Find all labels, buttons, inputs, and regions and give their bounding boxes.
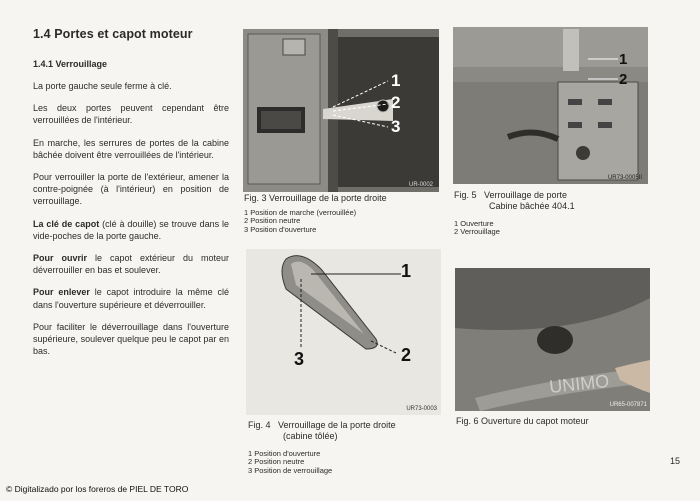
- figure-6-photo: [455, 268, 650, 411]
- callout-1: 1: [391, 71, 401, 90]
- figure-6-caption: Fig. 6 Ouverture du capot moteur: [456, 416, 589, 426]
- callout-1: 1: [401, 261, 412, 281]
- figure-3-legend: 1 Position de marche (verrouillée) 2 Position neutre 3 Position d'ouverture: [244, 208, 357, 234]
- figure-3-photo: [243, 29, 439, 192]
- credit-line: © Digitalizado por los foreros de PIEL DE TORO: [6, 484, 189, 494]
- figure-code: UR73-0005II: [607, 175, 642, 181]
- figure-3-caption: Fig. 3 Verrouillage de la porte droite: [244, 193, 387, 203]
- figure-4-caption: Fig. 4 Verrouillage de la porte droite (cabine tôlée): [248, 420, 396, 441]
- paragraph: Pour ouvrir le capot extérieur du moteur déverrouiller en bas et soulever.: [33, 253, 229, 276]
- callout-3: 3: [294, 349, 305, 369]
- figure-5-photo: [453, 27, 648, 184]
- figure-5-legend: 1 Ouverture 2 Verrouillage: [454, 219, 500, 237]
- callout-3: 3: [391, 117, 401, 136]
- figure-5-caption: Fig. 5 Verrouillage de porte Cabine bâchée 404.1: [454, 190, 575, 211]
- paragraph: En marche, les serrures de portes de la cabine bâchée doivent être verrouillées de l'intérieur.: [33, 137, 229, 160]
- svg-text:UNIMO: UNIMO: [548, 370, 611, 397]
- figure-4-photo: [246, 249, 441, 415]
- callout-2: 2: [619, 71, 628, 88]
- paragraph: La clé de capot (clé à douille) se trouve dans le vide-poches de la porte gauche.: [33, 218, 229, 241]
- figure-4-legend: 1 Position d'ouverture 2 Position neutre 3 Position de verrouillage: [248, 449, 333, 475]
- callout-2: 2: [391, 93, 401, 112]
- section-title: 1.4 Portes et capot moteur: [33, 27, 193, 41]
- figure-code: UR-0002: [408, 182, 433, 188]
- callout-1: 1: [619, 51, 628, 68]
- paragraph: Pour enlever le capot introduire la même clé dans l'ouverture supérieure et déverrouiller.: [33, 287, 229, 310]
- paragraph: Pour faciliter le déverrouillage dans l'ouverture supérieure, soulever quelque peu le capot par en bas.: [33, 321, 229, 357]
- section-subtitle: 1.4.1 Verrouillage: [33, 59, 108, 69]
- page-number: 15: [669, 456, 680, 466]
- figure-code: UR65-007871: [609, 402, 647, 408]
- body-text: [33, 80, 229, 367]
- callout-2: 2: [401, 345, 412, 365]
- paragraph: Pour verrouiller la porte de l'extérieur, amener la contre-poignée (à l'intérieur) en position de verrouillage.: [33, 172, 229, 207]
- paragraph: Les deux portes peuvent cependant être verrouillées de l'intérieur.: [33, 103, 229, 126]
- figure-code: UR73-0003: [406, 406, 437, 412]
- paragraph: La porte gauche seule ferme à clé.: [33, 81, 172, 91]
